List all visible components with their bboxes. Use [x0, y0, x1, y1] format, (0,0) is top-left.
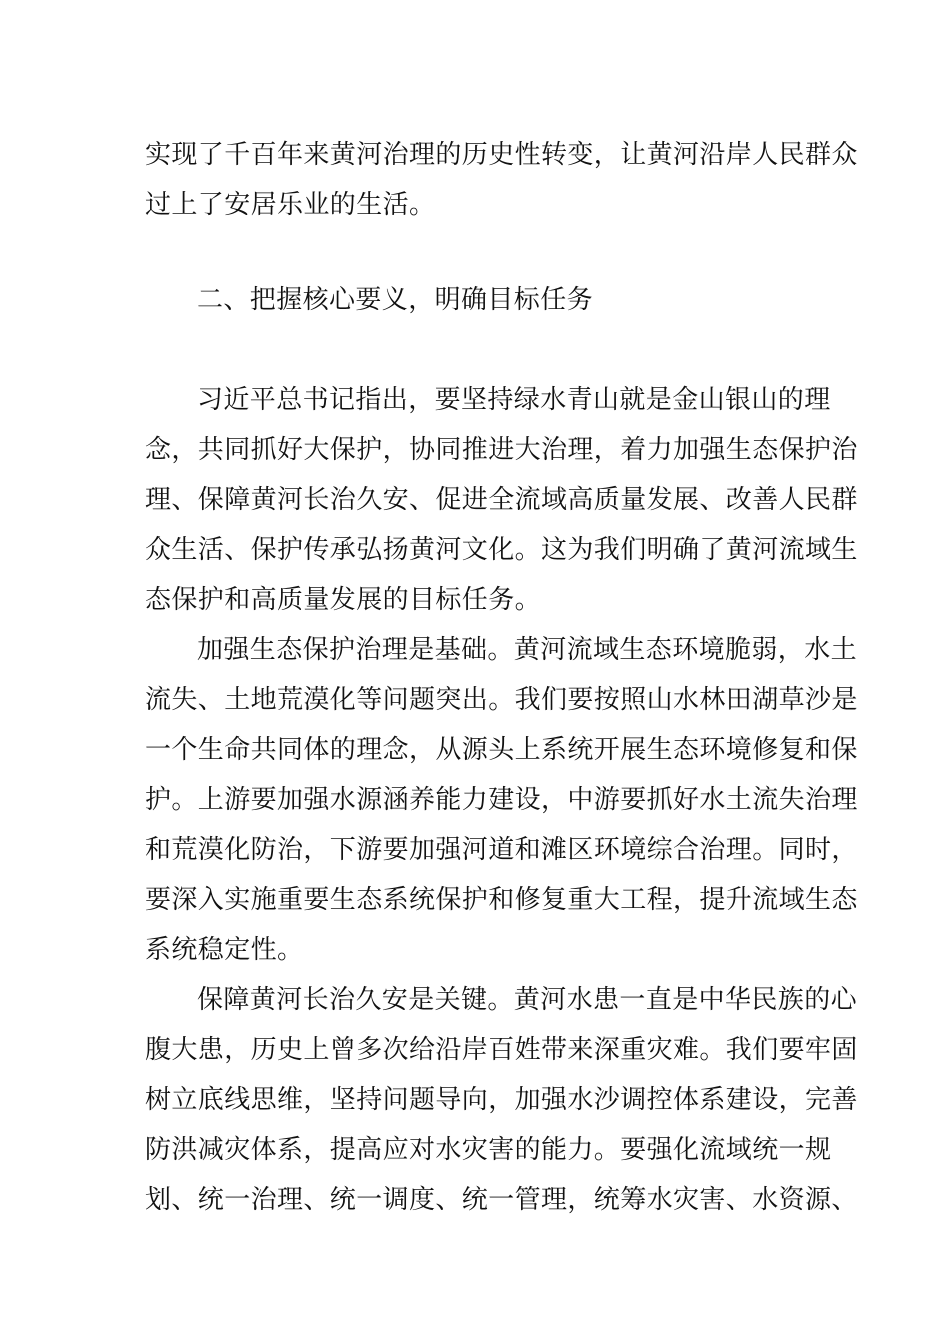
- text-line: 系统稳定性。: [145, 935, 304, 965]
- text-line: 加强生态保护治理是基础。黄河流域生态环境脆弱，水土: [197, 635, 858, 665]
- text-line: 流失、土地荒漠化等问题突出。我们要按照山水林田湖草沙是: [145, 685, 858, 715]
- text-line: 树立底线思维，坚持问题导向，加强水沙调控体系建设，完善: [145, 1085, 858, 1115]
- text-line: 实现了千百年来黄河治理的历史性转变，让黄河沿岸人民群众: [145, 140, 858, 170]
- text-line: 念，共同抓好大保护，协同推进大治理，着力加强生态保护治: [145, 435, 858, 465]
- section-heading: 二、把握核心要义，明确目标任务: [197, 285, 594, 315]
- text-line: 和荒漠化防治，下游要加强河道和滩区环境综合治理。同时，: [145, 835, 858, 865]
- text-line: 腹大患，历史上曾多次给沿岸百姓带来深重灾难。我们要牢固: [145, 1035, 858, 1065]
- text-line: 理、保障黄河长治久安、促进全流域高质量发展、改善人民群: [145, 485, 858, 515]
- text-line: 态保护和高质量发展的目标任务。: [145, 585, 542, 615]
- text-line: 习近平总书记指出，要坚持绿水青山就是金山银山的理: [197, 385, 831, 415]
- text-line: 过上了安居乐业的生活。: [145, 190, 436, 220]
- text-line: 要深入实施重要生态系统保护和修复重大工程，提升流域生态: [145, 885, 858, 915]
- text-line: 护。上游要加强水源涵养能力建设，中游要抓好水土流失治理: [145, 785, 858, 815]
- text-line: 划、统一治理、统一调度、统一管理，统筹水灾害、水资源、: [145, 1185, 858, 1215]
- text-line: 保障黄河长治久安是关键。黄河水患一直是中华民族的心: [197, 985, 858, 1015]
- text-line: 防洪减灾体系，提高应对水灾害的能力。要强化流域统一规: [145, 1135, 832, 1165]
- text-line: 一个生命共同体的理念，从源头上系统开展生态环境修复和保: [145, 735, 858, 765]
- text-line: 众生活、保护传承弘扬黄河文化。这为我们明确了黄河流域生: [145, 535, 858, 565]
